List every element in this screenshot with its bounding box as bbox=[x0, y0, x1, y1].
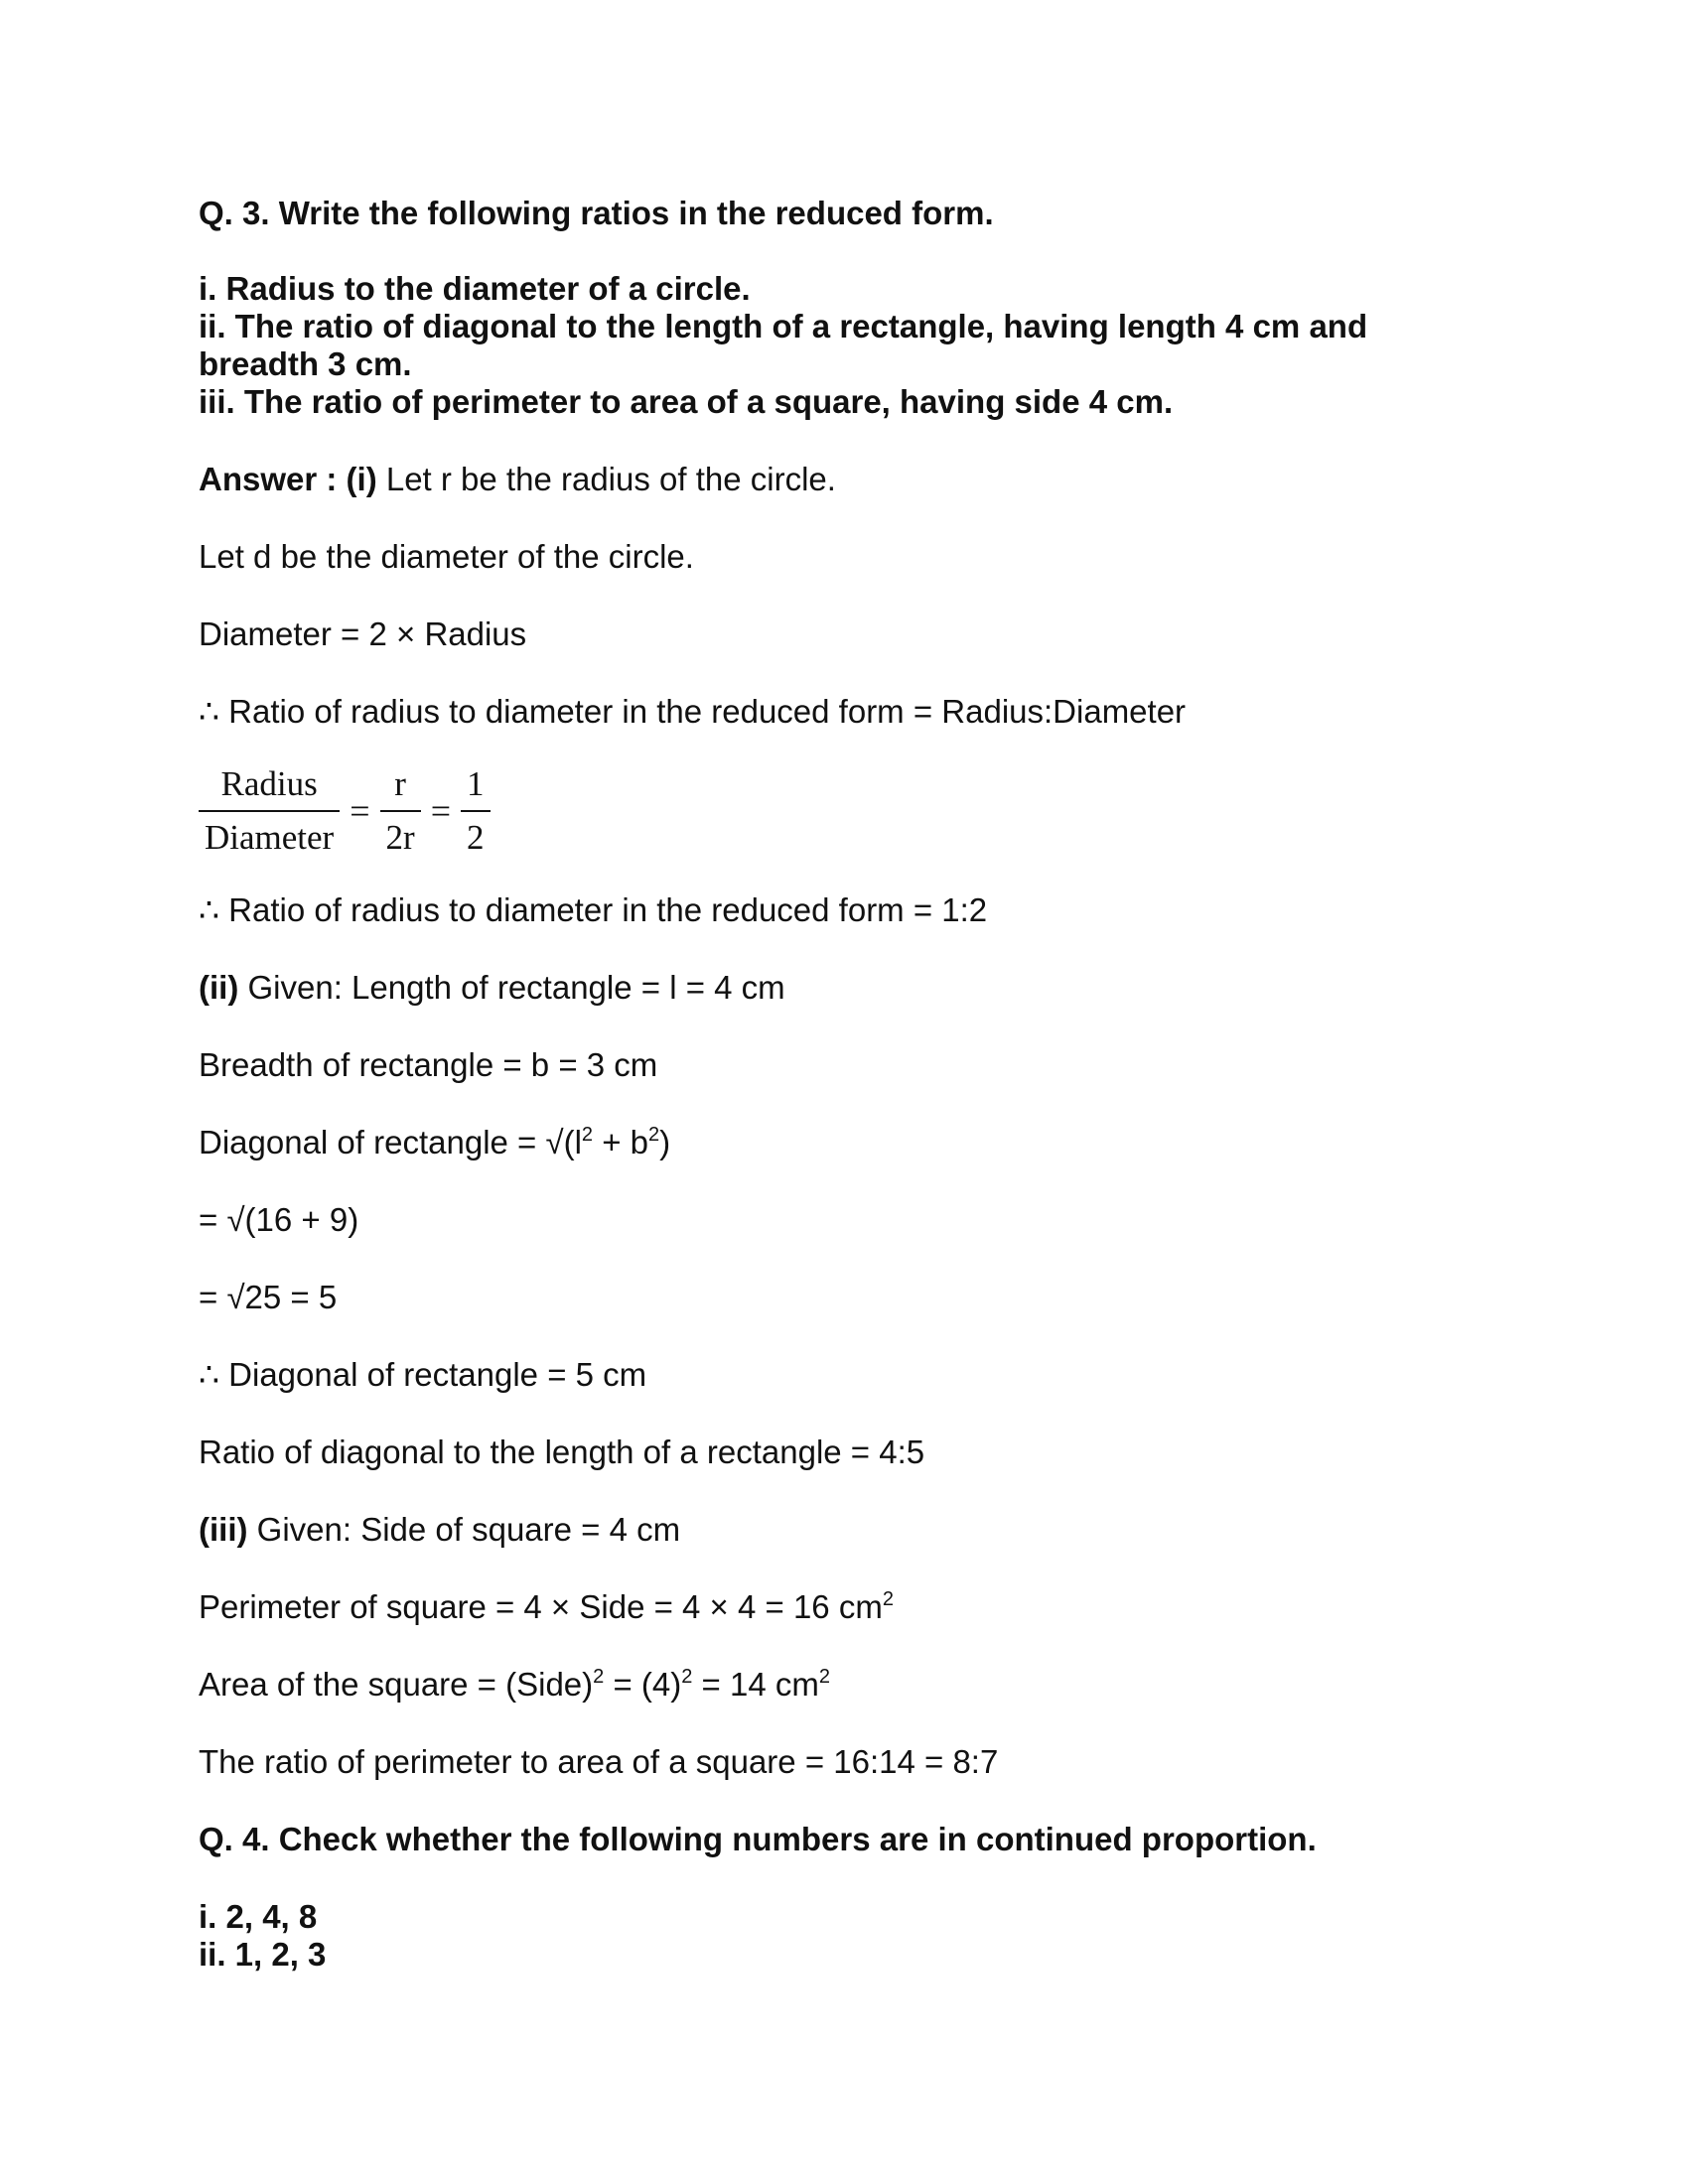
q4-item-1: i. 2, 4, 8 bbox=[199, 1898, 318, 1935]
part3-text-1: Given: Side of square = 4 cm bbox=[247, 1511, 681, 1548]
part2-line-4: = √(16 + 9) bbox=[199, 1201, 359, 1238]
part2-text-1: Given: Length of rectangle = l = 4 cm bbox=[238, 969, 785, 1006]
fraction-1-2 bbox=[461, 764, 491, 858]
answer-line-2: Let d be the diameter of the circle. bbox=[199, 538, 694, 575]
answer-line-3: Diameter = 2 × Radius bbox=[199, 615, 527, 652]
q3-title: Q. 3. Write the following ratios in the reduced form. bbox=[199, 195, 994, 231]
equals-sign: = bbox=[430, 791, 451, 831]
answer-line-5: ∴ Ratio of radius to diameter in the reduced form = 1:2 bbox=[199, 891, 988, 928]
fraction-denominator: Diameter bbox=[199, 810, 340, 858]
ratio-fraction-equation bbox=[199, 764, 1489, 858]
fraction-numerator: 1 bbox=[467, 764, 485, 803]
diagonal-formula-b: + b bbox=[593, 1124, 649, 1160]
perimeter-text: Perimeter of square = 4 × Side = 4 × 4 = 16 cm bbox=[199, 1588, 883, 1625]
superscript-2: 2 bbox=[581, 1124, 594, 1146]
part2-line-5: = √25 = 5 bbox=[199, 1279, 338, 1315]
part3-line-3 bbox=[199, 1666, 1489, 1704]
answer-text-1: Let r be the radius of the circle. bbox=[376, 461, 836, 497]
part2-line-6: ∴ Diagonal of rectangle = 5 cm bbox=[199, 1356, 647, 1393]
q3-item-2-cont: breadth 3 cm. bbox=[199, 345, 412, 382]
answer-line-1 bbox=[199, 461, 1489, 498]
q3-item-3: iii. The ratio of perimeter to area of a square, having side 4 cm. bbox=[199, 383, 1174, 420]
fraction-numerator: Radius bbox=[220, 764, 318, 803]
q3-item-1: i. Radius to the diameter of a circle. bbox=[199, 270, 751, 307]
part2-line-2: Breadth of rectangle = b = 3 cm bbox=[199, 1046, 658, 1083]
fraction-denominator: 2 bbox=[461, 810, 491, 858]
area-text-b: = (4) bbox=[604, 1666, 682, 1703]
document-page bbox=[199, 195, 1489, 1974]
diagonal-formula-a: Diagonal of rectangle = √(l bbox=[199, 1124, 582, 1160]
superscript-2: 2 bbox=[648, 1124, 660, 1146]
area-text-a: Area of the square = (Side) bbox=[199, 1666, 594, 1703]
q4-item-2: ii. 1, 2, 3 bbox=[199, 1936, 327, 1973]
part3-line-2 bbox=[199, 1588, 1489, 1626]
answer-line-4: ∴ Ratio of radius to diameter in the reduced form = Radius:Diameter bbox=[199, 693, 1187, 730]
fraction-numerator: r bbox=[394, 764, 406, 803]
part3-line-1 bbox=[199, 1511, 1489, 1549]
part2-line-7: Ratio of diagonal to the length of a rectangle = 4:5 bbox=[199, 1433, 925, 1470]
superscript-2: 2 bbox=[818, 1666, 830, 1688]
equals-sign: = bbox=[350, 791, 370, 831]
answer-label: Answer : (i) bbox=[199, 461, 377, 497]
part2-line-3 bbox=[199, 1124, 1489, 1161]
part2-line-1 bbox=[199, 969, 1489, 1007]
q3-item-2: ii. The ratio of diagonal to the length of a rectangle, having length 4 cm and bbox=[199, 308, 1368, 344]
superscript-2: 2 bbox=[882, 1588, 894, 1610]
part3-line-4: The ratio of perimeter to area of a square = 16:14 = 8:7 bbox=[199, 1743, 999, 1780]
part2-label: (ii) bbox=[199, 969, 239, 1006]
diagonal-formula-c: ) bbox=[659, 1124, 671, 1160]
fraction-radius-diameter bbox=[199, 764, 340, 858]
fraction-r-2r bbox=[380, 764, 421, 858]
q4-title: Q. 4. Check whether the following numbers are in continued proportion. bbox=[199, 1821, 1317, 1857]
part3-label: (iii) bbox=[199, 1511, 248, 1548]
fraction-denominator: 2r bbox=[380, 810, 421, 858]
superscript-2: 2 bbox=[681, 1666, 693, 1688]
area-text-c: = 14 cm bbox=[692, 1666, 819, 1703]
superscript-2: 2 bbox=[593, 1666, 605, 1688]
